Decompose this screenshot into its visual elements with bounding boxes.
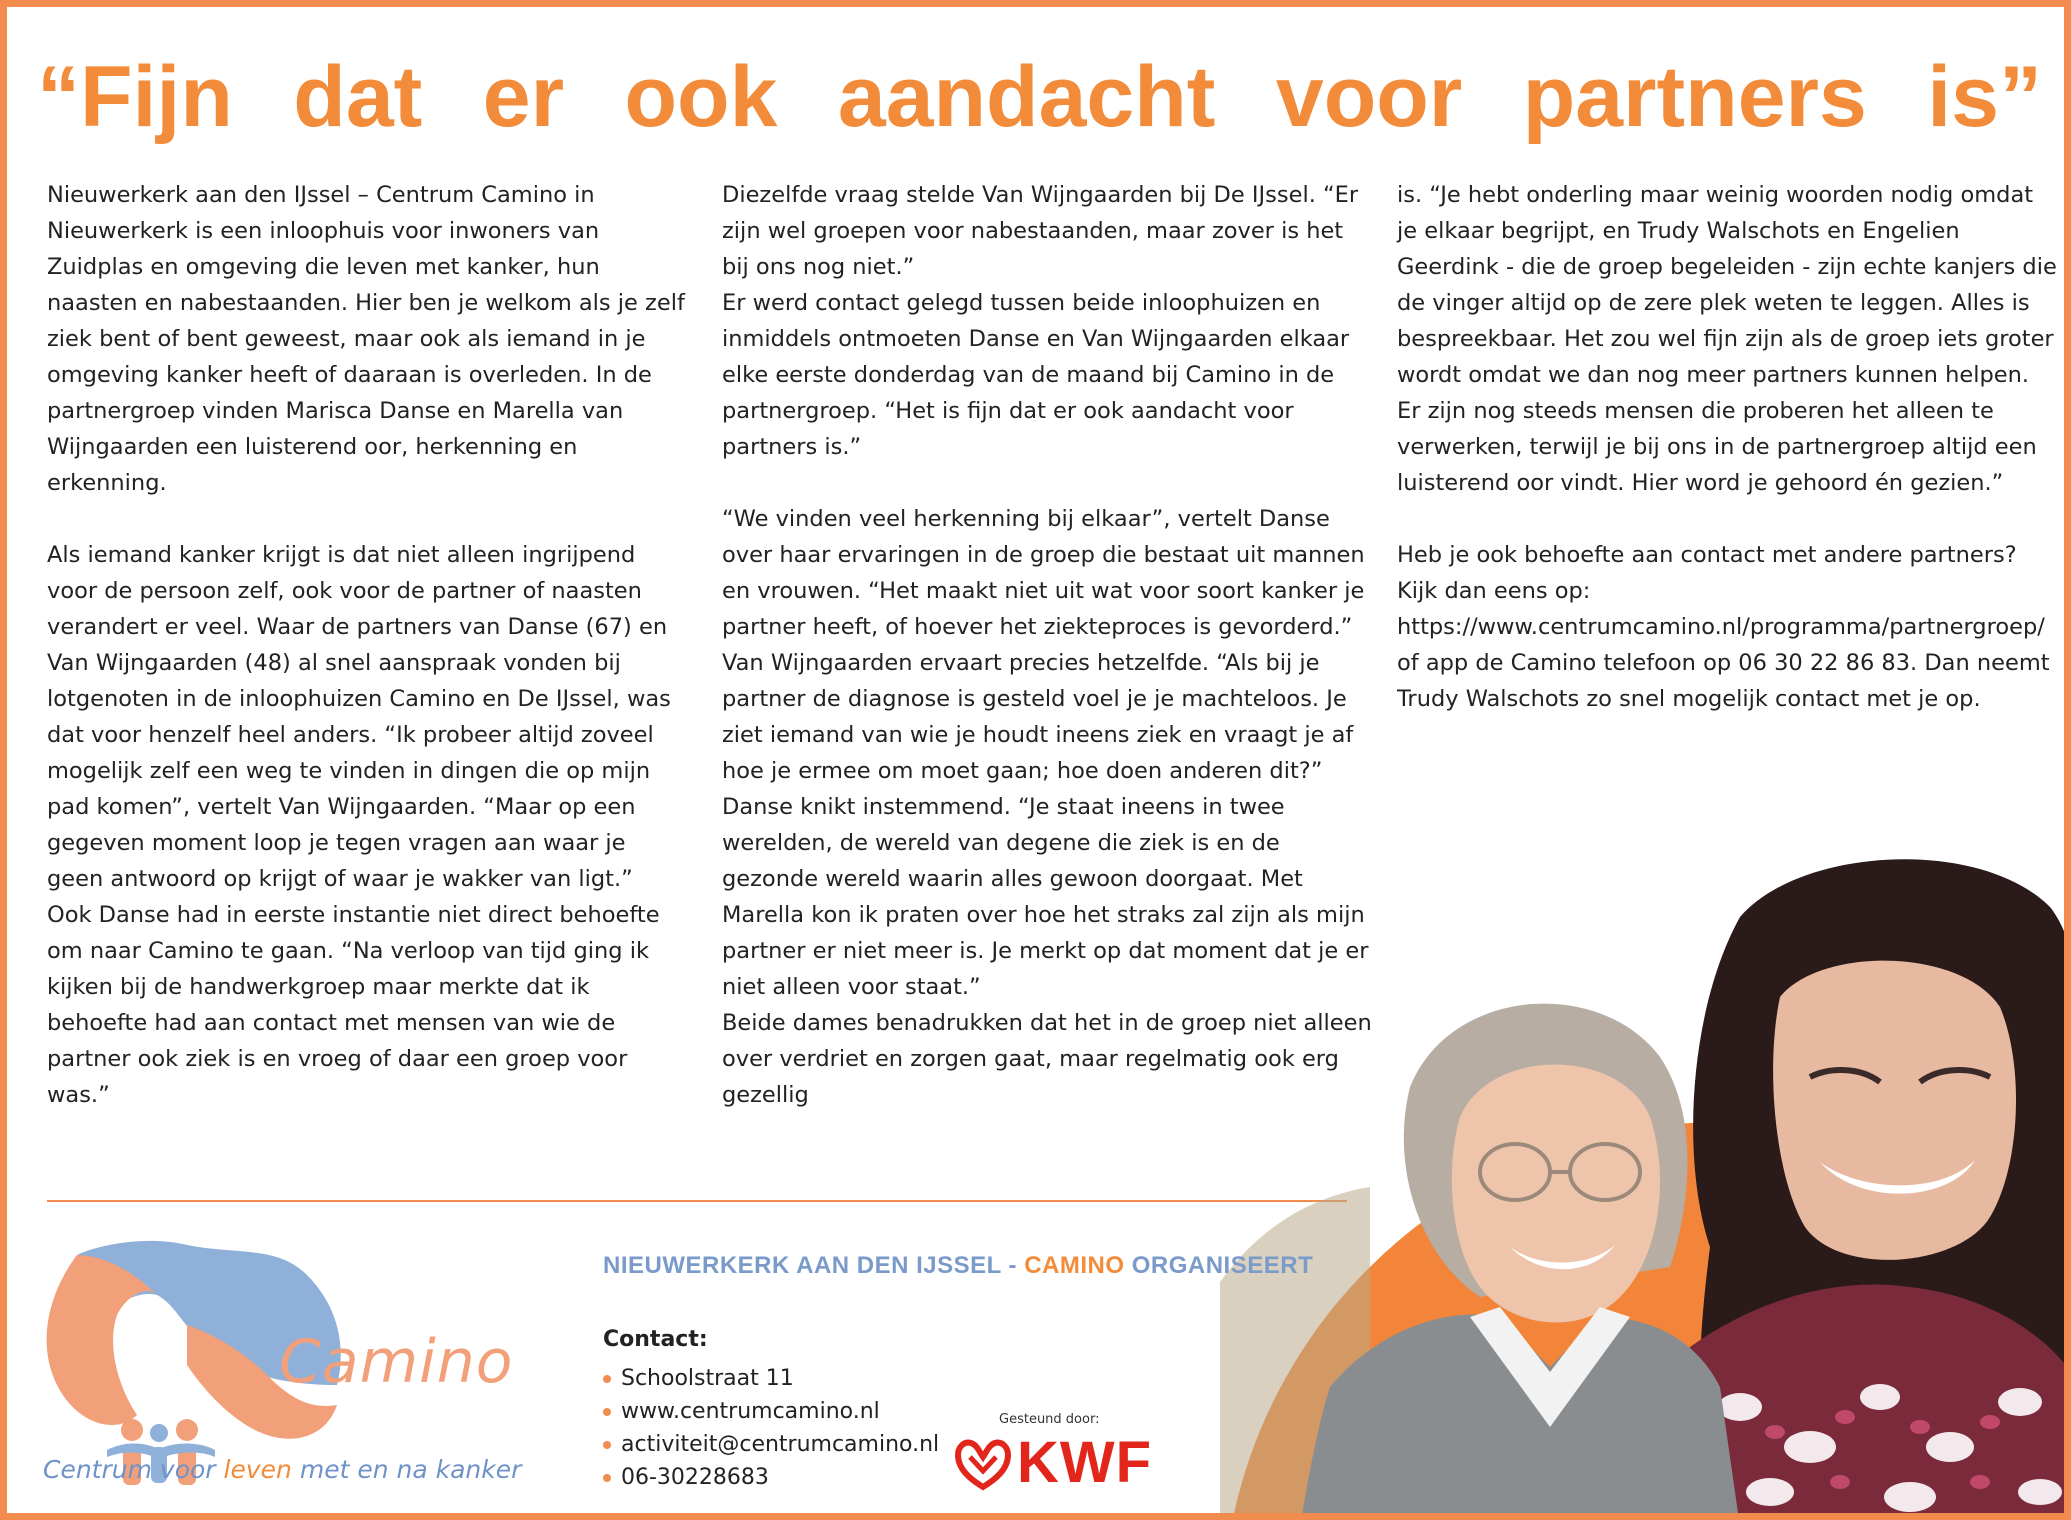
paragraph-gap (1397, 501, 2057, 537)
portrait-photo (1220, 827, 2071, 1520)
kwf-logo-icon (952, 1435, 1014, 1493)
tagline-highlight: leven (223, 1455, 292, 1484)
contact-phone: 06-30228683 (603, 1461, 939, 1494)
paragraph: Diezelfde vraag stelde Van Wijngaarden bij De IJssel. “Er zijn wel groepen voor nabestaanden, maar zover is het bij ons nog niet.” (722, 182, 1359, 280)
paragraph: Heb je ook behoefte aan contact met andere partners? Kijk dan eens op: https://www.centrumcamino.nl/programma/partnergroep/ of app de Camino telefoon op 06 30 22 86 83. Dan neemt Trudy Walschots zo snel mogelijk contact met je op. (1397, 542, 2050, 712)
support-label: Gesteund door: (999, 1412, 1100, 1427)
tagline-part: met en na kanker (291, 1455, 522, 1484)
paragraph: Nieuwerkerk aan den IJssel – Centrum Camino in Nieuwerkerk is een inloophuis voor inwoners van Zuidplas en omgeving die leven met kanker, hun naasten en nabestaanden. Hier ben je welkom als je zelf ziek bent of bent geweest, maar ook als iemand in je omgeving kanker heeft of daaraan is overleden. In de partnergroep vinden Marisca Danse en Marella van Wijngaarden een luisterend oor, herkenning en erkenning. (47, 182, 685, 496)
org-suffix: ORGANISEERT (1124, 1252, 1314, 1279)
organizer-line (603, 1252, 1313, 1280)
paragraph: is. “Je hebt onderling maar weinig woorden nodig omdat je elkaar begrijpt, en Trudy Walschots en Engelien Geerdink - die de groep begeleiden - zijn echte kanjers die de vinger altijd op de zere plek weten te leggen. Alles is bespreekbaar. Het zou wel fijn zijn als de groep iets groter wordt omdat we dan nog meer partners kunnen helpen. Er zijn nog steeds mensen die proberen het alleen te verwerken, terwijl je bij ons in de partnergroep altijd een luisterend oor vindt. Hier word je gehoord én gezien.” (1397, 182, 2057, 496)
contact-website-link[interactable]: www.centrumcamino.nl (603, 1395, 939, 1428)
paragraph-gap (47, 501, 687, 537)
paragraph: Ook Danse had in eerste instantie niet direct behoefte om naar Camino te gaan. “Na verloop van tijd ging ik kijken bij de handwerkgroep maar merkte dat ik behoefte had aan contact met mensen van wie de partner ook ziek is en vroeg of daar een groep voor was.” (47, 902, 660, 1108)
paragraph-gap (722, 465, 1372, 501)
tagline-part: Centrum voor (43, 1455, 224, 1484)
kwf-wordmark: KWF (1017, 1430, 1153, 1495)
footer-divider (47, 1200, 1347, 1202)
contact-address: Schoolstraat 11 (603, 1362, 939, 1395)
paragraph: Er werd contact gelegd tussen beide inloophuizen en inmiddels ontmoeten Danse en Van Wijngaarden elkaar elke eerste donderdag van de maand bij Camino in de partnergroep. “Het is fijn dat er ook aandacht voor partners is.” (722, 290, 1350, 460)
paragraph: Beide dames benadrukken dat het in de groep niet alleen over verdriet en zorgen gaat, maar regelmatig ook erg gezellig (722, 1010, 1372, 1108)
contact-email-link[interactable]: activiteit@centrumcamino.nl (603, 1428, 939, 1461)
org-name: CAMINO (1024, 1252, 1125, 1279)
paragraph: Als iemand kanker krijgt is dat niet alleen ingrijpend voor de persoon zelf, ook voor de partner of naasten verandert er veel. Waar de partners van Danse (67) en Van Wijngaarden (48) al snel aanspraak vonden bij lotgenoten in de inloophuizen Camino en De IJssel, was dat voor henzelf heel anders. “Ik probeer altijd zoveel mogelijk zelf een weg te vinden in dingen die op mijn pad komen”, vertelt Van Wijngaarden. “Maar op een gegeven moment loop je tegen vragen aan waar je geen antwoord op krijgt of waar je wakker van ligt.” (47, 542, 671, 892)
contact-list (603, 1362, 939, 1494)
article-column-3 (1397, 177, 2057, 717)
headline: “Fijn dat er ook aandacht voor partners is” (37, 49, 2042, 145)
contact-title: Contact: (603, 1327, 708, 1352)
org-location: NIEUWERKERK AAN DEN IJSSEL - (603, 1252, 1025, 1279)
paragraph: “We vinden veel herkenning bij elkaar”, vertelt Danse over haar ervaringen in de groep die bestaat uit mannen en vrouwen. “Het maakt niet uit wat voor soort kanker je partner heeft, of hoever het ziekteproces is gevorderd.” Van Wijngaarden ervaart precies hetzelfde. “Als bij je partner de diagnose is gesteld voel je je machteloos. Je ziet iemand van wie je houdt ineens ziek en vraagt je af hoe je ermee om moet gaan; hoe doen anderen dit?” (722, 506, 1365, 784)
camino-wordmark: Camino (279, 1327, 514, 1397)
paragraph: Danse knikt instemmend. “Je staat ineens in twee werelden, de wereld van degene die ziek is en de gezonde wereld waarin alles gewoon doorgaat. Met Marella kon ik praten over hoe het straks zal zijn als mijn partner er niet meer is. Je merkt op dat moment dat je er niet alleen voor staat.” (722, 794, 1369, 1000)
article-column-1 (47, 177, 687, 1113)
camino-tagline (43, 1455, 521, 1484)
